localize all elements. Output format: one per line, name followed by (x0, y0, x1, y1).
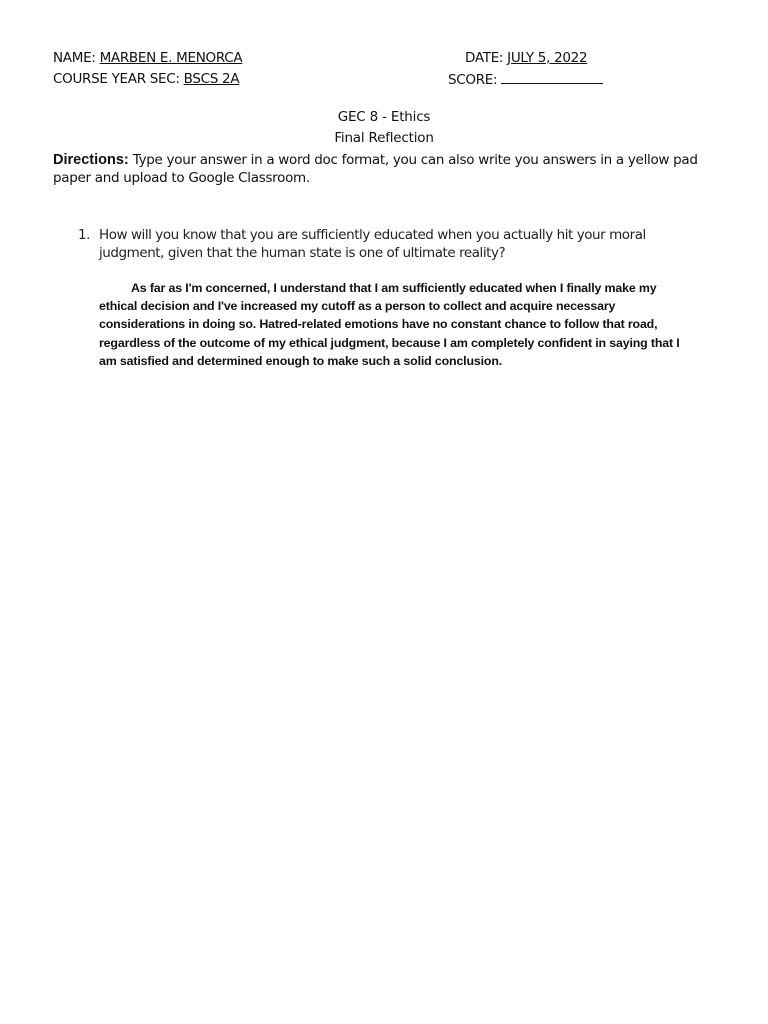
directions-text: Type your answer in a word doc format, you can also write you answers in a yellow pad paper and upload to Google Classroom. (53, 152, 698, 186)
name-label: NAME: (53, 50, 96, 66)
name-line (53, 50, 242, 66)
name-value: MARBEN E. MENORCA (99, 50, 243, 66)
question-item (78, 226, 678, 262)
score-line (448, 71, 603, 88)
answer-text: As far as I'm concerned, I understand that I am sufficiently educated when I finally make my ethical decision and I've increased my cutoff as a person to collect and acquire necessary considerations in doing so. Hatred-related emotions have no constant chance to follow that road, regardless of the outcome of my ethical judgment, because I am completely confident in saying that I am satisfied and determined enough to make such a solid conclusion. (99, 281, 680, 368)
date-line (465, 50, 587, 66)
question-text: How will you know that you are sufficiently educated when you actually hit your moral judgment, given that the human state is one of ultimate reality? (99, 227, 646, 261)
course-line (53, 71, 239, 87)
course-value: BSCS 2A (183, 71, 240, 87)
score-label: SCORE: (448, 72, 498, 88)
question-number: 1. (78, 227, 90, 243)
course-label: COURSE YEAR SEC: (53, 71, 180, 87)
document-subtitle: Final Reflection (334, 130, 434, 146)
course-title: GEC 8 - Ethics (337, 109, 431, 125)
date-value: JULY 5, 2022 (507, 50, 588, 66)
directions-label: Directions: (53, 152, 129, 168)
score-blank (501, 71, 603, 84)
date-label: DATE: (465, 50, 504, 66)
directions (53, 151, 703, 187)
